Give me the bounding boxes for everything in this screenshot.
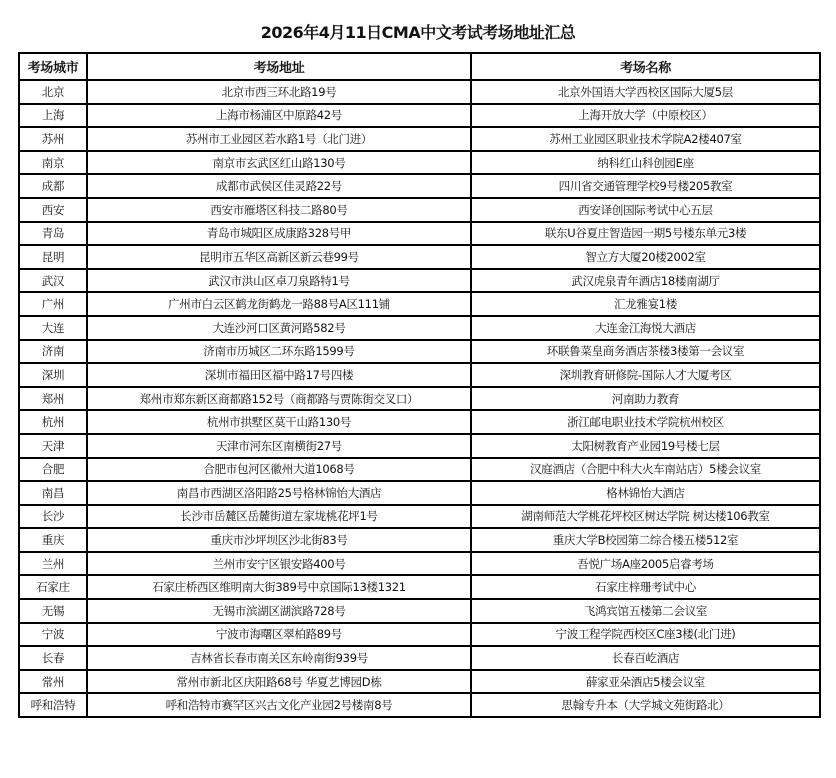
table-row — [19, 575, 820, 599]
table-row — [19, 552, 820, 576]
city-cell: 宁波 — [19, 623, 87, 647]
address-cell: 上海市杨浦区中原路42号 — [87, 104, 471, 128]
address-cell: 长沙市岳麓区岳麓街道左家垅桃花坪1号 — [87, 505, 471, 529]
document-title: 2026年4月11日CMA中文考试考场地址汇总 — [260, 23, 576, 42]
address-cell: 兰州市安宁区银安路400号 — [87, 552, 471, 576]
venue-name-cell: 智立方大厦20楼2002室 — [471, 245, 820, 269]
table-row — [19, 104, 820, 128]
table-row — [19, 481, 820, 505]
address-cell: 苏州市工业园区若水路1号（北门进） — [87, 127, 471, 151]
table-row — [19, 623, 820, 647]
table-row — [19, 528, 820, 552]
table-row — [19, 174, 820, 198]
venue-name-cell: 北京外国语大学西校区国际大厦5层 — [471, 80, 820, 104]
table-row — [19, 646, 820, 670]
city-cell: 济南 — [19, 340, 87, 364]
city-cell: 兰州 — [19, 552, 87, 576]
address-cell: 呼和浩特市赛罕区兴古文化产业园2号楼南8号 — [87, 693, 471, 717]
city-cell: 杭州 — [19, 410, 87, 434]
venue-name-cell: 格林锦怡大酒店 — [471, 481, 820, 505]
city-cell: 重庆 — [19, 528, 87, 552]
address-cell: 武汉市洪山区卓刀泉路特1号 — [87, 269, 471, 293]
table-row — [19, 505, 820, 529]
city-cell: 北京 — [19, 80, 87, 104]
table-row — [19, 269, 820, 293]
address-cell: 石家庄桥西区维明南大街389号中京国际13楼1321 — [87, 575, 471, 599]
city-cell: 南京 — [19, 151, 87, 175]
venue-name-cell: 重庆大学B校园第二综合楼五楼512室 — [471, 528, 820, 552]
address-cell: 昆明市五华区高新区新云巷99号 — [87, 245, 471, 269]
venue-name-cell: 环联鲁菜皇商务酒店茶楼3楼第一会议室 — [471, 340, 820, 364]
address-cell: 重庆市沙坪坝区沙北街83号 — [87, 528, 471, 552]
address-cell: 南京市玄武区红山路130号 — [87, 151, 471, 175]
city-cell: 郑州 — [19, 387, 87, 411]
table-row — [19, 693, 820, 717]
table-row — [19, 670, 820, 694]
venue-name-cell: 苏州工业园区职业技术学院A2楼407室 — [471, 127, 820, 151]
address-cell: 大连沙河口区黄河路582号 — [87, 316, 471, 340]
venue-name-cell: 太阳树教育产业园19号楼七层 — [471, 434, 820, 458]
venue-name-cell: 联东U谷夏庄智造园一期5号楼东单元3楼 — [471, 222, 820, 246]
table-row — [19, 198, 820, 222]
venue-name-cell: 大连金江海悦大酒店 — [471, 316, 820, 340]
city-cell: 天津 — [19, 434, 87, 458]
city-cell: 呼和浩特 — [19, 693, 87, 717]
address-cell: 吉林省长春市南关区东岭南街939号 — [87, 646, 471, 670]
venue-name-cell: 上海开放大学（中原校区） — [471, 104, 820, 128]
city-cell: 南昌 — [19, 481, 87, 505]
address-cell: 天津市河东区南横街27号 — [87, 434, 471, 458]
venue-name-cell: 长春百屹酒店 — [471, 646, 820, 670]
address-cell: 郑州市郑东新区商都路152号（商都路与贾陈街交叉口） — [87, 387, 471, 411]
city-cell: 成都 — [19, 174, 87, 198]
table-row — [19, 245, 820, 269]
city-cell: 青岛 — [19, 222, 87, 246]
city-cell: 合肥 — [19, 458, 87, 482]
address-cell: 常州市新北区庆阳路68号 华夏艺博园D栋 — [87, 670, 471, 694]
venue-name-cell: 深圳教育研修院-国际人才大厦考区 — [471, 363, 820, 387]
venue-name-cell: 湖南师范大学桃花坪校区树达学院 树达楼106教室 — [471, 505, 820, 529]
table-row — [19, 434, 820, 458]
address-cell: 合肥市包河区徽州大道1068号 — [87, 458, 471, 482]
venue-name-cell: 思翰专升本（大学城文苑街路北） — [471, 693, 820, 717]
venue-name-cell: 汇龙雅宴1楼 — [471, 292, 820, 316]
table-row — [19, 127, 820, 151]
city-cell: 大连 — [19, 316, 87, 340]
city-cell: 苏州 — [19, 127, 87, 151]
city-cell: 深圳 — [19, 363, 87, 387]
city-cell: 西安 — [19, 198, 87, 222]
city-cell: 武汉 — [19, 269, 87, 293]
city-cell: 常州 — [19, 670, 87, 694]
venue-name-cell: 浙江邮电职业技术学院杭州校区 — [471, 410, 820, 434]
table-row — [19, 222, 820, 246]
address-cell: 北京市西三环北路19号 — [87, 80, 471, 104]
address-cell: 西安市雁塔区科技二路80号 — [87, 198, 471, 222]
table-row — [19, 80, 820, 104]
venue-name-cell: 武汉虎泉青年酒店18楼南湖厅 — [471, 269, 820, 293]
venue-name-cell: 飞鸿宾馆五楼第二会议室 — [471, 599, 820, 623]
city-cell: 上海 — [19, 104, 87, 128]
address-cell: 宁波市海曙区翠柏路89号 — [87, 623, 471, 647]
table-row — [19, 292, 820, 316]
address-cell: 青岛市城阳区成康路328号甲 — [87, 222, 471, 246]
header-venue-name: 考场名称 — [471, 53, 820, 80]
city-cell: 石家庄 — [19, 575, 87, 599]
venue-name-cell: 薛家亚朵酒店5楼会议室 — [471, 670, 820, 694]
address-cell: 济南市历城区二环东路1599号 — [87, 340, 471, 364]
exam-venue-table — [18, 52, 821, 718]
city-cell: 长沙 — [19, 505, 87, 529]
table-row — [19, 316, 820, 340]
header-address: 考场地址 — [87, 53, 471, 80]
address-cell: 广州市白云区鹤龙街鹤龙一路88号A区111铺 — [87, 292, 471, 316]
venue-name-cell: 四川省交通管理学校9号楼205教室 — [471, 174, 820, 198]
city-cell: 无锡 — [19, 599, 87, 623]
table-row — [19, 363, 820, 387]
header-city: 考场城市 — [19, 53, 87, 80]
address-cell: 深圳市福田区福中路17号四楼 — [87, 363, 471, 387]
table-row — [19, 599, 820, 623]
city-cell: 长春 — [19, 646, 87, 670]
city-cell: 昆明 — [19, 245, 87, 269]
venue-name-cell: 宁波工程学院西校区C座3楼(北门进) — [471, 623, 820, 647]
address-cell: 南昌市西湖区洛阳路25号格林锦怡大酒店 — [87, 481, 471, 505]
table-row — [19, 151, 820, 175]
address-cell: 无锡市滨湖区湖滨路728号 — [87, 599, 471, 623]
venue-name-cell: 河南助力教育 — [471, 387, 820, 411]
venue-name-cell: 汉庭酒店（合肥中科大火车南站店）5楼会议室 — [471, 458, 820, 482]
venue-name-cell: 西安译创国际考试中心五层 — [471, 198, 820, 222]
city-cell: 广州 — [19, 292, 87, 316]
table-row — [19, 410, 820, 434]
table-header-row — [19, 53, 820, 80]
table-row — [19, 458, 820, 482]
venue-name-cell: 纳科红山科创园E座 — [471, 151, 820, 175]
address-cell: 成都市武侯区佳灵路22号 — [87, 174, 471, 198]
table-row — [19, 387, 820, 411]
venue-name-cell: 石家庄梓珊考试中心 — [471, 575, 820, 599]
venue-name-cell: 吾悦广场A座2005启睿考场 — [471, 552, 820, 576]
table-row — [19, 340, 820, 364]
address-cell: 杭州市拱墅区莫干山路130号 — [87, 410, 471, 434]
